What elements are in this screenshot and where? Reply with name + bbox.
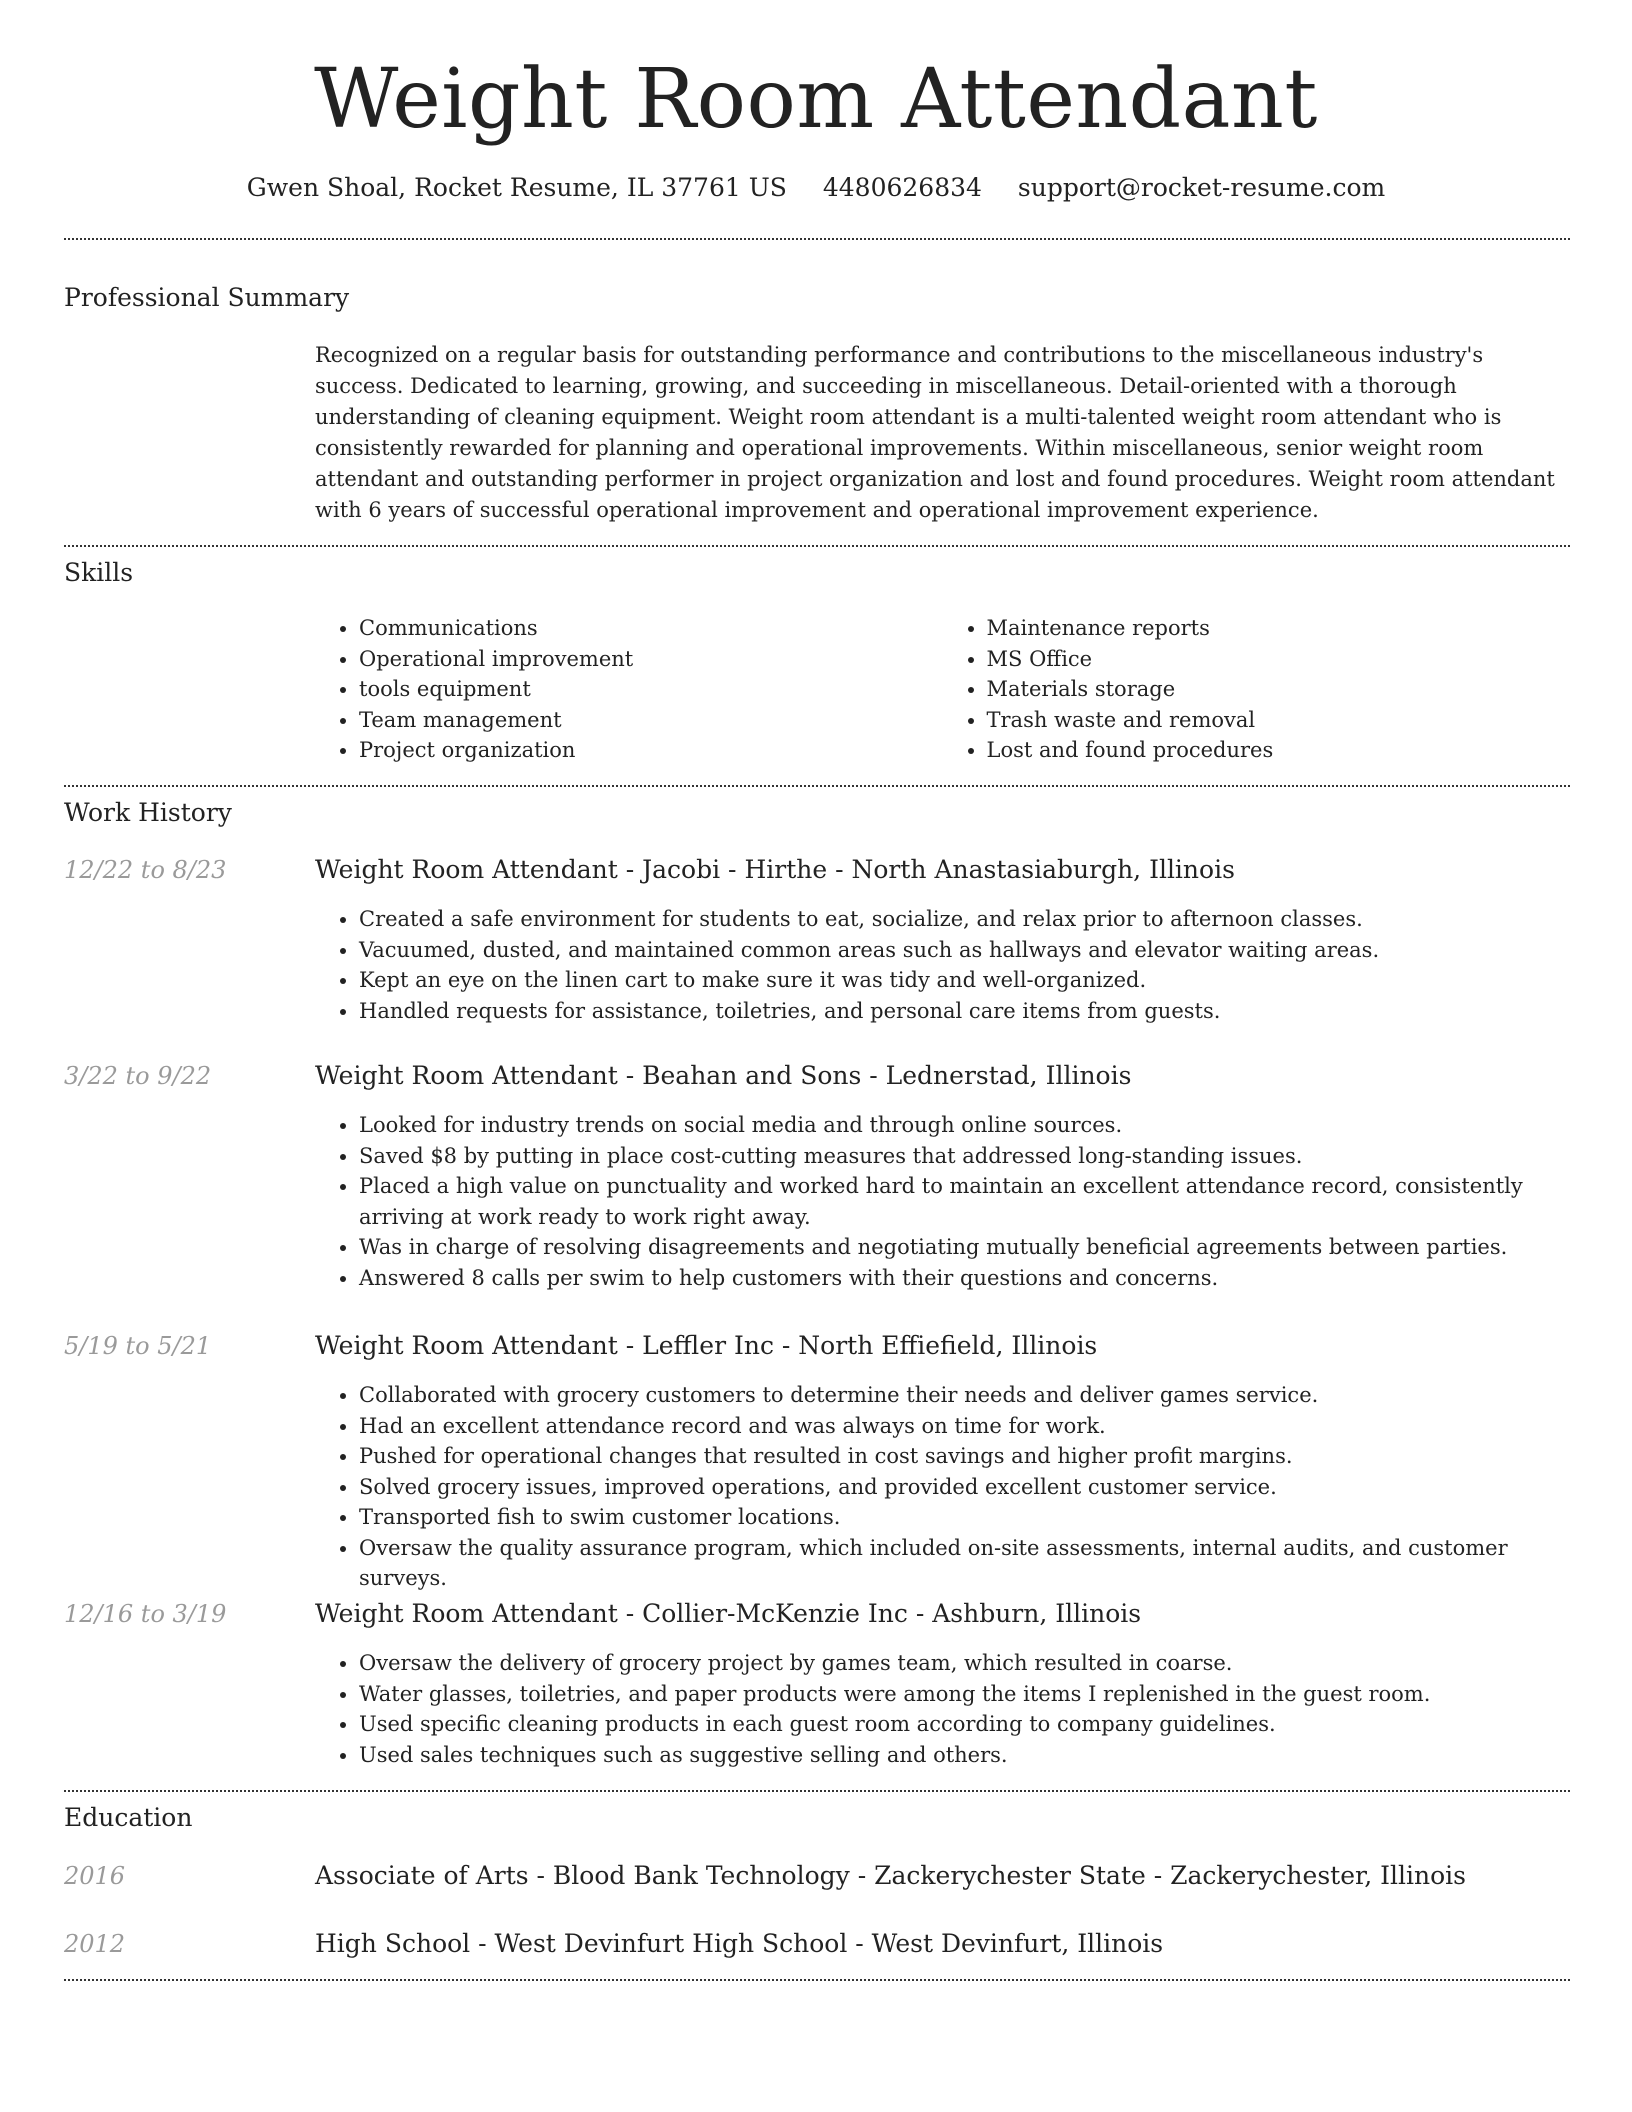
job-title: Weight Room Attendant - Leffler Inc - North Effiefield, Illinois	[315, 1331, 1098, 1360]
education-date: 2012	[64, 1930, 126, 1958]
resume-name: Weight Room Attendant	[314, 52, 1318, 147]
job-date: 3/22 to 9/22	[64, 1062, 212, 1090]
education-date: 2016	[64, 1862, 126, 1890]
skill-item: • Trash waste and removal	[987, 705, 1571, 736]
divider	[64, 238, 1570, 240]
job-bullet: • Was in charge of resolving disagreements and negotiating mutually beneficial agreements between parties.	[359, 1232, 1570, 1263]
job-bullet: • Collaborated with grocery customers to determine their needs and deliver games service.	[359, 1380, 1570, 1411]
divider	[64, 545, 1570, 547]
job-bullets	[315, 1110, 1570, 1293]
summary-body	[315, 340, 1570, 526]
job-bullet: • Used specific cleaning products in each guest room according to company guidelines.	[359, 1709, 1570, 1740]
job-bullets	[315, 904, 1570, 1026]
skills-title: Skills	[64, 558, 134, 587]
job-bullet: • Answered 8 calls per swim to help customers with their questions and concerns.	[359, 1263, 1570, 1294]
skills-list	[315, 613, 1570, 766]
skill-item: • MS Office	[987, 644, 1571, 675]
job-bullet: • Looked for industry trends on social media and through online sources.	[359, 1110, 1570, 1141]
job-bullet: • Created a safe environment for students to eat, socialize, and relax prior to afternoon classes.	[359, 904, 1570, 935]
skills-left-column	[315, 613, 943, 766]
job-bullet: • Water glasses, toiletries, and paper products were among the items I replenished in the guest room.	[359, 1679, 1570, 1710]
job-bullet: • Vacuumed, dusted, and maintained common areas such as hallways and elevator waiting areas.	[359, 935, 1570, 966]
education-title: Education	[64, 1803, 193, 1832]
job-date: 5/19 to 5/21	[64, 1332, 212, 1360]
skill-item: • Project organization	[359, 735, 943, 766]
job-title: Weight Room Attendant - Collier-McKenzie Inc - Ashburn, Illinois	[315, 1599, 1142, 1628]
job-bullet: • Handled requests for assistance, toiletries, and personal care items from guests.	[359, 996, 1570, 1027]
job-title: Weight Room Attendant - Beahan and Sons - Lednerstad, Illinois	[315, 1061, 1132, 1090]
skill-item: • tools equipment	[359, 674, 943, 705]
skill-item: • Lost and found procedures	[987, 735, 1571, 766]
education-entry: Associate of Arts - Blood Bank Technology - Zackerychester State - Zackerychester, Illinois	[315, 1861, 1466, 1890]
divider	[64, 1790, 1570, 1792]
contact-address: Gwen Shoal, Rocket Resume, IL 37761 US	[246, 173, 787, 202]
job-bullet: • Transported fish to swim customer locations.	[359, 1502, 1570, 1533]
job-date: 12/16 to 3/19	[64, 1600, 227, 1628]
job-bullet: • Used sales techniques such as suggestive selling and others.	[359, 1740, 1570, 1771]
education-entry: High School - West Devinfurt High School - West Devinfurt, Illinois	[315, 1929, 1164, 1958]
skill-item: • Operational improvement	[359, 644, 943, 675]
job-bullets	[315, 1648, 1570, 1770]
skills-right-column	[943, 613, 1571, 766]
divider	[64, 1979, 1570, 1981]
job-bullet: • Solved grocery issues, improved operations, and provided excellent customer service.	[359, 1472, 1570, 1503]
job-title: Weight Room Attendant - Jacobi - Hirthe - North Anastasiaburgh, Illinois	[315, 855, 1235, 884]
contact-email: support@rocket-resume.com	[1017, 173, 1386, 202]
work-history-title: Work History	[64, 798, 232, 827]
divider	[64, 785, 1570, 787]
job-bullet: • Oversaw the delivery of grocery project by games team, which resulted in coarse.	[359, 1648, 1570, 1679]
skill-item: • Communications	[359, 613, 943, 644]
summary-title: Professional Summary	[64, 283, 350, 312]
job-bullet: • Saved $8 by putting in place cost-cutting measures that addressed long-standing issues.	[359, 1141, 1570, 1172]
skill-item: • Team management	[359, 705, 943, 736]
summary-text: Recognized on a regular basis for outstanding performance and contributions to the miscellaneous industry's success. Dedicated to learning, growing, and succeeding in miscellaneous. Detail-oriented with a thorough understanding of cleaning equipment. Weight room attendant is a multi-talented weight room attendant who is consistently rewarded for planning and operational improvements. Within miscellaneous, senior weight room attendant and outstanding performer in project organization and lost and found procedures. Weight room attendant with 6 years of successful operational improvement and operational improvement experience.	[315, 343, 1555, 522]
job-bullet: • Had an excellent attendance record and was always on time for work.	[359, 1411, 1570, 1442]
job-bullet: • Oversaw the quality assurance program, which included on-site assessments, internal audits, and customer surveys.	[359, 1533, 1570, 1594]
job-bullets	[315, 1380, 1570, 1594]
job-bullet: • Kept an eye on the linen cart to make sure it was tidy and well-organized.	[359, 965, 1570, 996]
skill-item: • Maintenance reports	[987, 613, 1571, 644]
job-bullet: • Placed a high value on punctuality and worked hard to maintain an excellent attendance record, consistently arriving at work ready to work right away.	[359, 1171, 1570, 1232]
job-date: 12/22 to 8/23	[64, 856, 227, 884]
contact-line	[0, 170, 1632, 206]
skill-item: • Materials storage	[987, 674, 1571, 705]
job-bullet: • Pushed for operational changes that resulted in cost savings and higher profit margins.	[359, 1441, 1570, 1472]
contact-phone: 4480626834	[822, 173, 982, 202]
